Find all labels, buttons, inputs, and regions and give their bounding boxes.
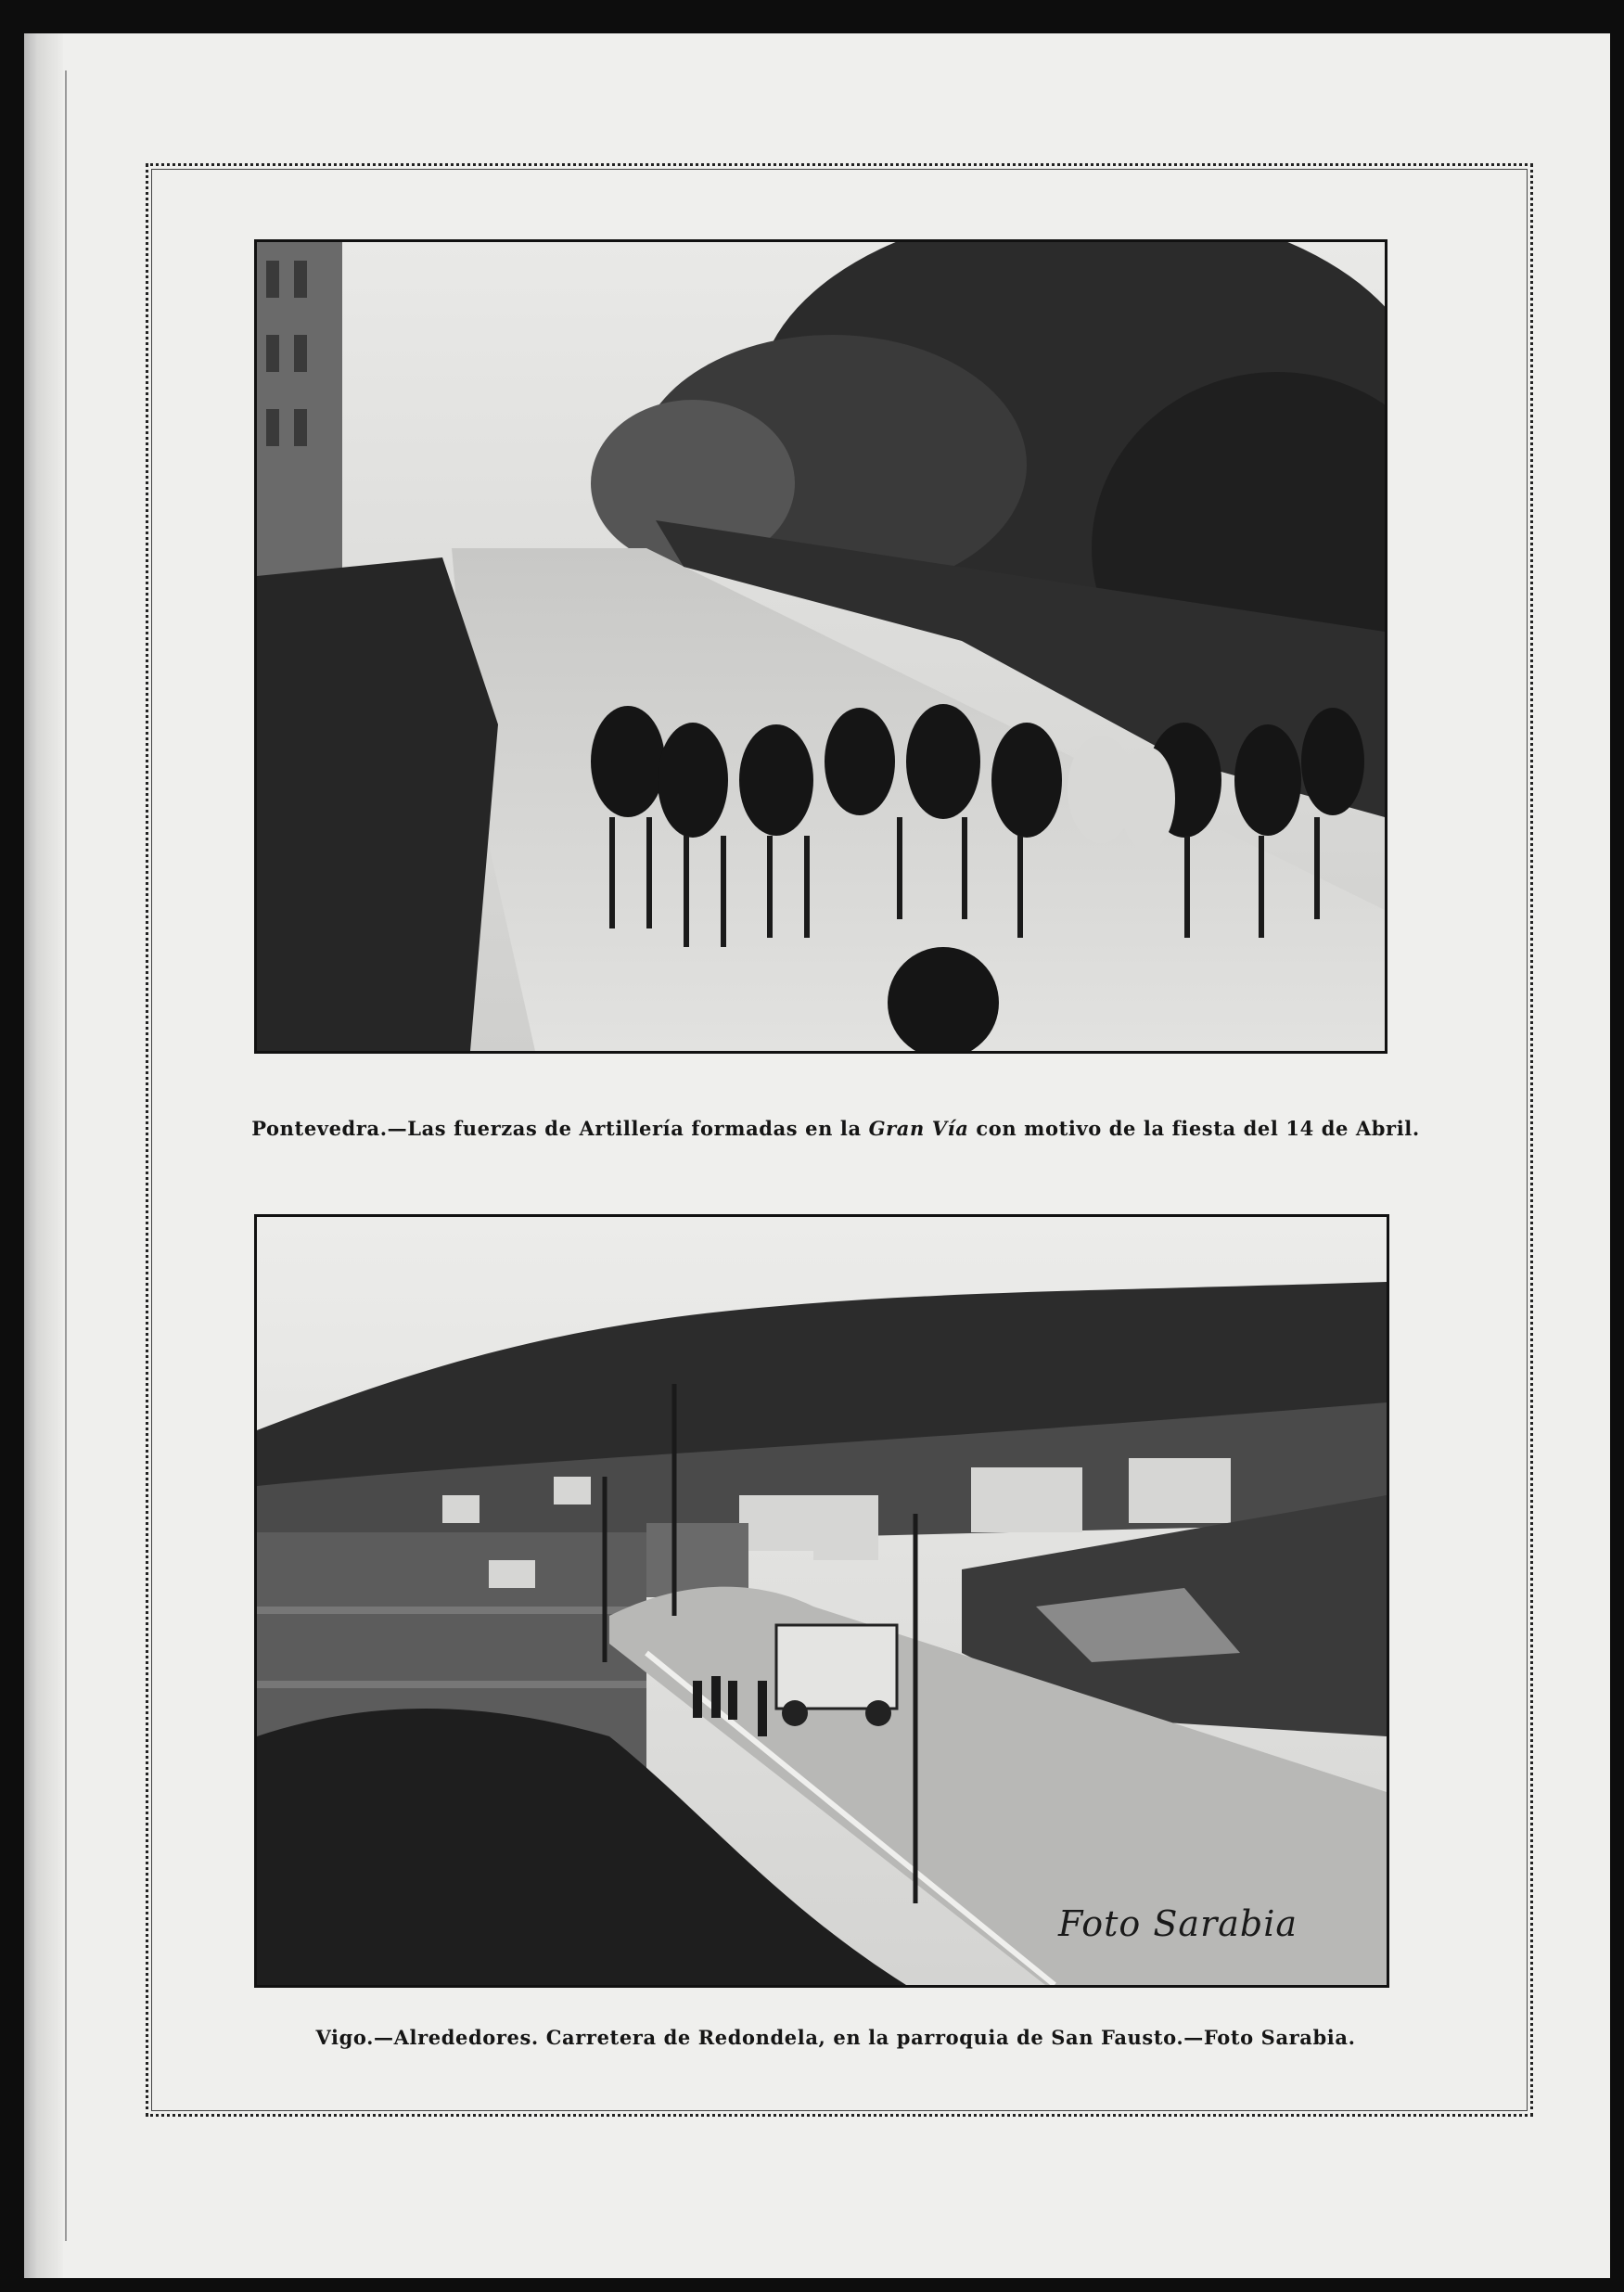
top-caption-prefix: Pontevedra.—Las fuerzas de Artillería formadas en la — [251, 1117, 869, 1140]
artillery-parade-photo — [254, 239, 1387, 1054]
top-caption-italic: Gran Vía — [868, 1117, 969, 1140]
parade-photo-illustration — [257, 242, 1385, 1051]
scanned-page — [24, 33, 1610, 2278]
photo-signature: Foto Sarabia — [1058, 1903, 1298, 1944]
bottom-photo-caption: Vigo.—Alrededores. Carretera de Redondela, en la parroquia de San Fausto.—Foto Sarabia. — [315, 2026, 1356, 2049]
road-landscape-photo — [254, 1214, 1389, 1988]
top-caption-suffix: con motivo de la fiesta del 14 de Abril. — [968, 1117, 1420, 1140]
spine-shadow — [24, 33, 63, 2278]
spine-line — [65, 70, 67, 2241]
top-photo-caption — [173, 1117, 1499, 1140]
road-photo-illustration — [257, 1217, 1387, 1985]
